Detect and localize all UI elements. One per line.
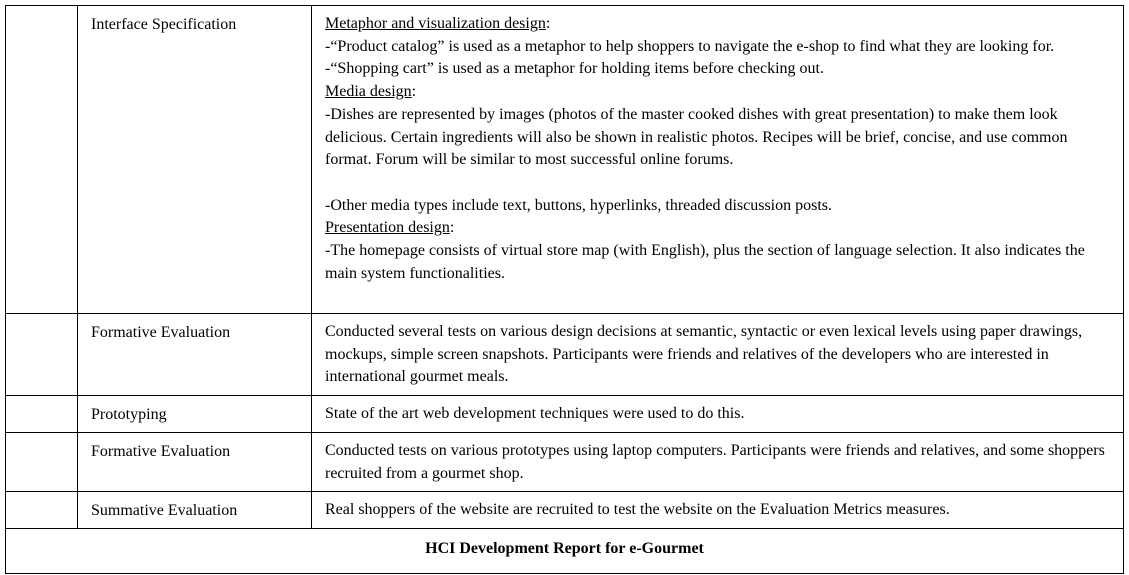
phase-description: Conducted tests on various prototypes using laptop computers. Participants were friends and relatives, and some shoppers recruited from a gourmet shop.: [325, 441, 1105, 482]
phase-description: State of the art web development techniques were used to do this.: [325, 405, 745, 423]
phase-cell: [78, 6, 312, 314]
metaphor-heading-colon: :: [545, 15, 551, 32]
phase-cell: [78, 432, 312, 491]
table-row: [6, 314, 1124, 396]
caption-row: [6, 528, 1124, 573]
media-heading: Media design: [325, 83, 412, 101]
blank-cell: [6, 492, 78, 529]
phase-description: Real shoppers of the website are recruited to test the website on the Evaluation Metrics measures.: [325, 501, 950, 519]
media-item: -Other media types include text, buttons, hyperlinks, threaded discussion posts.: [325, 196, 833, 214]
table-row: [6, 6, 1124, 314]
metaphor-heading-line: [325, 13, 1113, 36]
blank-cell: [6, 6, 78, 314]
table-row: [6, 396, 1124, 433]
metaphor-item: -“Shopping cart” is used as a metaphor for holding items before checking out.: [325, 60, 824, 78]
media-heading-line: [325, 81, 1113, 104]
metaphor-item: -“Product catalog” is used as a metaphor to help shoppers to navigate the e-shop to find what they are looking for.: [325, 37, 1055, 55]
phase-cell: [78, 396, 312, 433]
presentation-heading-colon: :: [449, 219, 455, 237]
caption-cell: [6, 528, 1124, 573]
table-row: [6, 492, 1124, 529]
phase-label: Summative Evaluation: [91, 502, 238, 520]
table-row: [6, 432, 1124, 491]
description-cell: [312, 432, 1124, 491]
phase-label: Formative Evaluation: [91, 442, 231, 460]
presentation-heading: Presentation design: [325, 219, 450, 237]
media-heading-colon: :: [411, 83, 417, 101]
presentation-item: -The homepage consists of virtual store map (with English), plus the section of language selection. It also indicates the main system functionalities.: [325, 242, 1085, 282]
description-cell: [312, 314, 1124, 396]
blank-cell: [6, 314, 78, 396]
interface-spec-description: [312, 6, 1123, 291]
presentation-heading-line: [325, 217, 1113, 240]
metaphor-heading: Metaphor and visualization design: [325, 15, 546, 32]
paragraph-gap: [325, 172, 1113, 195]
description-cell: [312, 396, 1124, 433]
phase-description: Conducted several tests on various design decisions at semantic, syntactic or even lexical levels using paper drawings, mockups, simple screen snapshots. Participants were friends and relatives of the developers who are interested in international gourmet meals.: [325, 323, 1083, 386]
description-cell: [312, 492, 1124, 529]
blank-cell: [6, 432, 78, 491]
phase-label: Interface Specification: [91, 16, 237, 33]
phase-cell: [78, 492, 312, 529]
phase-label: Formative Evaluation: [91, 324, 231, 341]
hci-report-table: [5, 5, 1124, 574]
phase-label: Prototyping: [91, 406, 167, 424]
media-item: -Dishes are represented by images (photos of the master cooked dishes with great presentation) to make them look delicious. Certain ingredients will also be shown in realistic photos. Recipes will be brief, concise, and use common format. Forum will be similar to most successful online forums.: [325, 105, 1068, 169]
table-caption: HCI Development Report for e-Gourmet: [425, 539, 704, 557]
description-cell: [312, 6, 1124, 314]
blank-cell: [6, 396, 78, 433]
phase-cell: [78, 314, 312, 396]
